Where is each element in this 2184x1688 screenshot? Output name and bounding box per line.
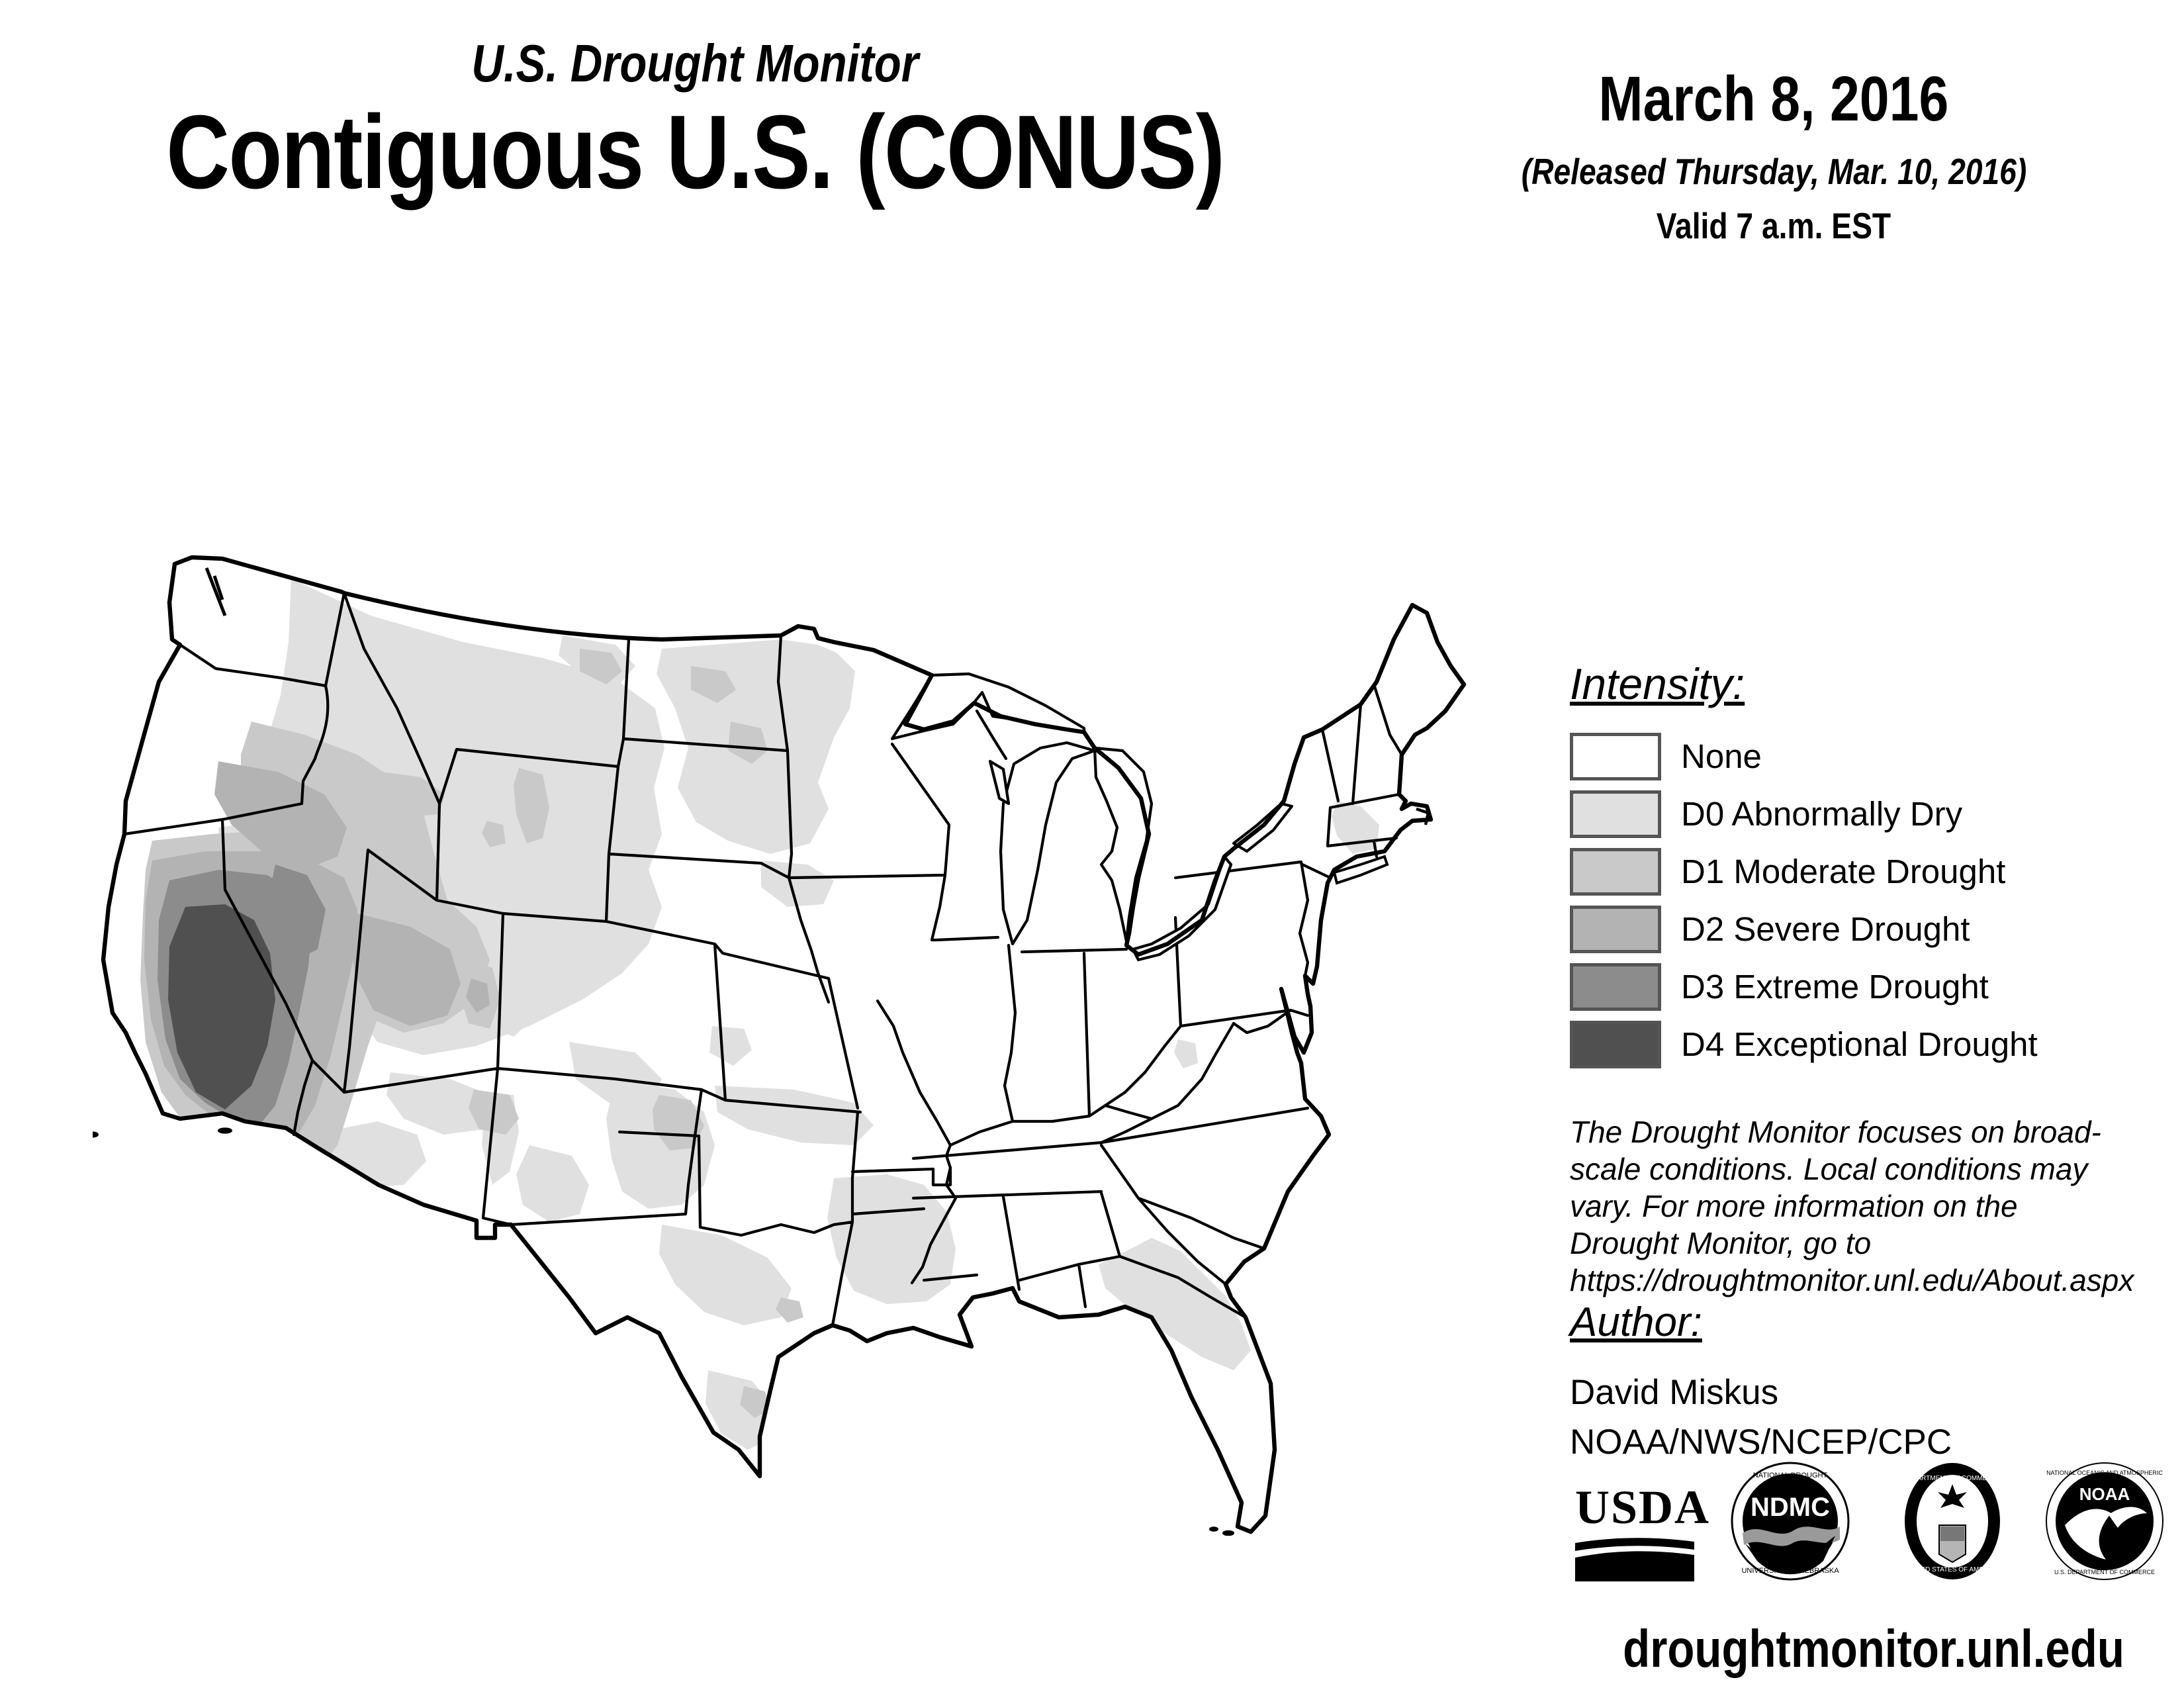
svg-text:UNITED STATES OF AMERICA: UNITED STATES OF AMERICA	[1905, 1566, 1999, 1573]
legend-swatch-d3	[1570, 963, 1661, 1011]
legend-label-d1: D1 Moderate Drought	[1681, 853, 2006, 890]
date-block	[1403, 63, 2144, 247]
svg-text:NOAA: NOAA	[2079, 1484, 2130, 1504]
legend-title: Intensity:	[1570, 659, 1745, 708]
legend-label-none: None	[1681, 737, 1762, 775]
svg-text:NATIONAL OCEANIC AND ATMOSPHER: NATIONAL OCEANIC AND ATMOSPHERIC	[2046, 1470, 2163, 1476]
author-block	[1570, 1299, 2099, 1462]
svg-text:U.S. DEPARTMENT OF COMMERCE: U.S. DEPARTMENT OF COMMERCE	[2054, 1569, 2156, 1575]
logo-row	[1575, 1462, 2171, 1581]
ndmc-logo	[1731, 1462, 1850, 1581]
map-date: March 8, 2016	[1598, 64, 1949, 134]
page-subtitle: Contiguous U.S. (CONUS)	[165, 94, 1224, 211]
release-date: (Released Thursday, Mar. 10, 2016)	[1521, 151, 2026, 192]
map-svg	[93, 523, 1469, 1536]
legend-label-d2: D2 Severe Drought	[1681, 910, 1970, 948]
title-block	[0, 34, 1390, 213]
conus-drought-map	[93, 523, 1469, 1536]
legend-swatch-d1	[1570, 848, 1661, 896]
channel-island	[218, 1128, 232, 1133]
channel-island	[93, 1132, 98, 1137]
legend-row-d4	[1570, 1021, 2139, 1062]
legend-row-d1	[1570, 848, 2139, 889]
svg-text:UNIVERSITY OF NEBRASKA: UNIVERSITY OF NEBRASKA	[1741, 1567, 1839, 1575]
legend-swatch-d4	[1570, 1021, 1661, 1068]
florida-key	[1223, 1531, 1234, 1535]
valid-time: Valid 7 a.m. EST	[1656, 205, 1891, 246]
svg-text:NATIONAL DROUGHT: NATIONAL DROUGHT	[1752, 1472, 1828, 1479]
legend-swatch-d2	[1570, 906, 1661, 953]
legend-row-d3	[1570, 963, 2139, 1004]
site-url: droughtmonitor.unl.edu	[1623, 1619, 2124, 1678]
usda-logo: USDA	[1575, 1480, 1710, 1581]
legend	[1570, 659, 2139, 1078]
doc-logo	[1893, 1462, 2012, 1581]
author-org: NOAA/NWS/NCEP/CPC	[1570, 1423, 1952, 1462]
florida-key	[1210, 1527, 1218, 1531]
legend-label-d0: D0 Abnormally Dry	[1681, 795, 1963, 833]
legend-row-d0	[1570, 790, 2139, 831]
legend-label-d4: D4 Exceptional Drought	[1681, 1025, 2038, 1063]
legend-swatch-d0	[1570, 790, 1661, 838]
legend-swatch-none	[1570, 733, 1661, 780]
disclaimer-text: The Drought Monitor focuses on broad-scale conditions. Local conditions may vary. For more information on the Drought Monitor, go to https://droughtmonitor.unl.edu/About.aspx	[1570, 1115, 2134, 1298]
author-title: Author:	[1570, 1299, 1702, 1345]
legend-label-d3: D3 Extreme Drought	[1681, 968, 1989, 1006]
legend-row-none	[1570, 733, 2139, 774]
author-name: David Miskus	[1570, 1373, 1779, 1412]
page-title: U.S. Drought Monitor	[471, 34, 919, 93]
legend-row-d2	[1570, 906, 2139, 947]
svg-text:DEPARTMENT OF COMMERCE: DEPARTMENT OF COMMERCE	[1903, 1475, 2001, 1482]
noaa-logo	[2045, 1462, 2164, 1581]
svg-text:NDMC: NDMC	[1751, 1493, 1830, 1522]
